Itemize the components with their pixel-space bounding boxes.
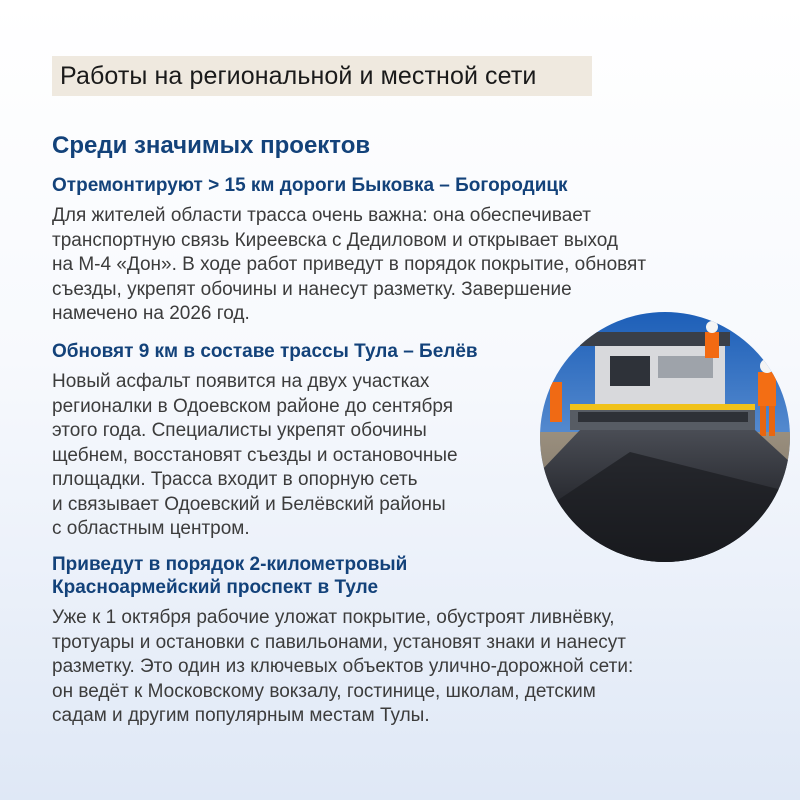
text-line: на М-4 «Дон». В ходе работ приведут в порядок покрытие, обновят — [52, 254, 647, 275]
text-line: съезды, укрепят обочины и нанесут разметку. Завершение — [52, 278, 572, 300]
text-line: этого года. Специалисты укрепят обочины — [52, 420, 427, 441]
text-line: намечено на 2026 год. — [52, 303, 250, 324]
text-line: он ведёт к Московскому вокзалу, гостинице, школам, детским — [52, 680, 596, 702]
section-title: Среди значимых проектов — [52, 132, 371, 159]
text-line: щебнем, восстановят съезды и остановочные — [52, 444, 458, 466]
text-line: регионалки в Одоевском районе до сентября — [52, 395, 454, 417]
text-line: Новый асфальт появится на двух участках — [52, 371, 430, 392]
project-1-title — [52, 174, 568, 197]
project-1-title-line: Отремонтируют > 15 км дороги Быковка – Богородицк — [52, 175, 568, 196]
text-line: транспортную связь Киреевска с Дедиловом и открывает выход — [52, 229, 619, 251]
text-line: тротуары и остановки с павильонами, установят знаки и нанесут — [52, 631, 626, 653]
text-line: разметку. Это один из ключевых объектов улично-дорожной сети: — [52, 656, 634, 677]
project-3-text — [52, 606, 633, 729]
text-line: с областным центром. — [52, 518, 250, 539]
project-3-title-line: Красноармейский проспект в Туле — [52, 577, 379, 598]
header-tag — [52, 56, 592, 96]
text-line: садам и другим популярным местам Тулы. — [52, 705, 430, 726]
project-1-text — [52, 204, 646, 327]
road-paving-photo — [540, 312, 790, 562]
text-line: площадки. Трасса входит в опорную сеть — [52, 469, 418, 490]
project-3-title-line: Приведут в порядок 2-километровый — [52, 554, 408, 575]
project-3-title — [52, 553, 407, 599]
project-2-title-line: Обновят 9 км в составе трассы Тула – Белёв — [52, 341, 478, 362]
text-line: и связывает Одоевский и Белёвский районы — [52, 493, 446, 515]
project-2-text — [52, 370, 458, 542]
project-2-title — [52, 340, 478, 363]
text-line: Для жителей области трасса очень важна: она обеспечивает — [52, 205, 591, 226]
header-tag-label: Работы на региональной и местной сети — [60, 61, 537, 90]
text-line: Уже к 1 октября рабочие уложат покрытие, обустроят ливнёвку, — [52, 607, 615, 628]
